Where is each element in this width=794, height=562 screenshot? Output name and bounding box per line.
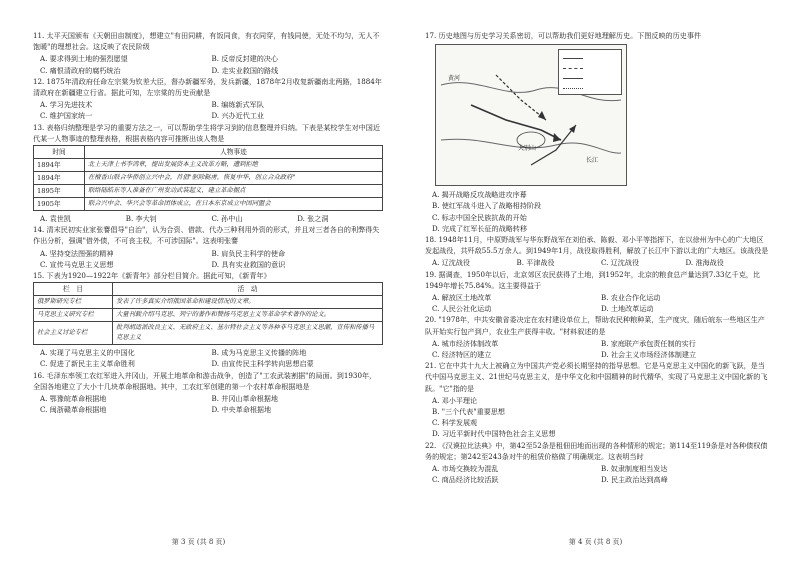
question-stem: 16. 毛泽东率领工农红军进入井冈山，开展土地革命和游击战争，创造了"工农武装割据"的局面。到1930年，全国各地建立了大小十几块革命根据地。其中，工农红军创建的第一个农村革命根据地是	[33, 370, 377, 391]
table-row	[34, 296, 383, 309]
march-route	[496, 75, 546, 120]
option-c: C. 标志中国全民族抗战的开始	[432, 212, 527, 222]
options	[33, 347, 383, 369]
option-c: C. 人民公社化运动	[432, 304, 492, 314]
table-cell: 俄罗斯研究专栏	[34, 296, 113, 309]
options	[33, 248, 383, 270]
map-label: 长江	[586, 157, 599, 165]
map-label: 黄河	[448, 75, 461, 83]
table-row	[34, 309, 383, 322]
table-header: 活 动	[113, 283, 383, 296]
question-stem: 15. 下表为1920—1922年《新青年》部分栏目简介。据此可知，《新青年》	[33, 271, 271, 281]
table-header: 栏 目	[34, 283, 113, 296]
question-stem: 19. 据调查，1950年以后，北京郊区农民获得了土地，到1952年，北京的粮食总产量达到7.33亿千克，比1949年增长75.84%。这主要得益于	[425, 269, 760, 290]
options	[33, 53, 383, 75]
option-c: C. 经济特区的建立	[432, 350, 492, 360]
table-row	[34, 198, 383, 211]
page-number: 第 3 页 (共 8 页)	[171, 538, 226, 546]
question-stem: 22. 《汉谟拉比法典》中，第42至52条是租佃田地而出现的各种情形的规定；第114至119条是对各种债权债务的规定；第242至243条对牛的租赁价格做了明确规定。这表明当时	[425, 440, 768, 461]
option-d: D. 由宣传民主科学转向思想启蒙	[211, 359, 314, 369]
table-cell: 1895年	[34, 185, 85, 198]
question-18	[425, 234, 770, 269]
option-a: A. 辽沈战役	[432, 258, 471, 268]
option-a: A. 邓小平理论	[432, 395, 478, 405]
table-cell: 联络陆皓东等人准备在广州发动武装起义，建立革命据点	[85, 185, 383, 198]
option-b: B. 井冈山革命根据地	[211, 394, 278, 404]
option-a: A. 学习先进技术	[40, 100, 93, 110]
option-c: C. 痛恨清政府的腐朽统治	[40, 65, 121, 75]
option-d: D. 兴办近代工业	[211, 111, 265, 121]
table-cell: 1894年	[34, 159, 85, 172]
option-a: A. 城市经济体制改革	[432, 338, 499, 348]
table-cell: 批判胡适派改良主义、无政府主义、基尔特社会主义等各种非马克思主义思潮，宣传和传播马克思主义	[113, 322, 383, 345]
option-b: B. 使红军战斗进入了战略相持阶段	[432, 201, 542, 211]
question-20	[425, 314, 770, 360]
options	[425, 338, 770, 360]
option-b: B. 家庭联产承包责任制的实行	[601, 338, 696, 348]
legend-line	[563, 78, 583, 79]
table-row	[34, 159, 383, 172]
table-cell: 马克思主义研究专栏	[34, 309, 113, 322]
option-a: A. 袁世凯	[40, 214, 71, 224]
table-header: 人物事迹	[85, 146, 383, 159]
option-a: A. 鄂豫皖革命根据地	[40, 394, 107, 404]
option-d: D. 走实业救国的路线	[211, 65, 279, 75]
option-a: A. 要求得到土地的强烈愿望	[40, 54, 128, 64]
arrow-head	[538, 111, 546, 120]
legend-line	[563, 58, 583, 59]
option-d: D. 中央革命根据地	[211, 405, 272, 415]
table-row	[34, 322, 383, 345]
option-c: C. 科学发展观	[432, 418, 478, 428]
march-route	[471, 105, 561, 140]
table-cell: 在檀香山联合华侨创立兴中会，首倡"驱除鞑虏，恢复中华，创立合众政府"	[85, 172, 383, 185]
table-cell: 大量刊载介绍马克思、列宁的著作和赞扬马克思主义等革命学术著作的论文。	[113, 309, 383, 322]
map-legend	[558, 49, 622, 95]
options	[425, 257, 770, 268]
option-b: B. 农业合作化运动	[601, 293, 661, 303]
option-c: C. 促进了新民主主义革命胜利	[40, 359, 135, 369]
map-label: 大别山	[518, 145, 537, 153]
option-b: B. 奴隶制度相当发达	[601, 464, 668, 474]
option-c: C. 孙中山	[211, 214, 243, 224]
table-row	[34, 185, 383, 198]
option-a: A. 实现了马克思主义的中国化	[40, 348, 135, 358]
table-row	[34, 172, 383, 185]
question-14	[33, 224, 383, 270]
legend-line	[563, 88, 583, 89]
q13-table	[33, 145, 383, 211]
table-header: 时间	[34, 146, 85, 159]
options	[33, 99, 383, 121]
option-d: D. 完成了红军长征的战略转移	[432, 223, 528, 233]
option-b: B. 李大钊	[125, 214, 157, 224]
question-22	[425, 440, 770, 486]
question-stem: 14. 清末民初实业家张謇倡导"自治"，认为合资、借款、代办三种利用外资的形式，并且对三者各自的利弊得失作出分析，强调"借外债，不可丧主权，不可涉国际"。这表明张謇	[33, 225, 380, 246]
march-route	[531, 125, 576, 165]
options	[425, 292, 770, 314]
option-a: A. 坚持变法图强的精神	[40, 248, 114, 258]
option-a: A. 揭开战略反攻战略进攻序幕	[432, 190, 527, 200]
option-b: B. 反帝反封建的决心	[211, 54, 278, 64]
question-stem: 12. 1875年清政府任命左宗棠为钦差大臣，督办新疆军务，发兵新疆，1878年2月收复新疆南北两路，1884年清政府在新疆建立行省。据此可知，左宗棠的历史贡献是	[33, 76, 382, 98]
table-cell: 1905年	[34, 198, 85, 211]
q15-table	[33, 282, 383, 345]
option-d: D. 土地改革运动	[601, 304, 654, 314]
option-c: C. 商品经济比较活跃	[432, 475, 499, 485]
option-d: D. 社会主义市场经济体制建立	[601, 350, 697, 360]
arrow-head	[553, 133, 561, 142]
question-13	[33, 122, 383, 225]
option-b: B. 编练新式军队	[211, 100, 264, 110]
history-map	[435, 44, 627, 186]
question-stem: 11. 太平天国颁布《天朝田亩制度》，想建立"有田同耕，有饭同食，有衣同穿，有钱同使，无处不均匀，无人不饱暖"的理想社会。这反映了农民阶级	[33, 31, 380, 52]
question-16	[33, 370, 383, 416]
options	[33, 213, 383, 224]
option-a: A. 市场交换较为混乱	[432, 464, 499, 474]
table-cell: 社会主义讨论专栏	[34, 322, 113, 345]
option-c: C. 宣传马克思主义思想	[40, 259, 114, 269]
options	[33, 393, 383, 415]
option-d: D. 淮海战役	[685, 258, 724, 268]
option-d: D. 张之洞	[297, 214, 329, 224]
page-number: 第 4 页 (共 8 页)	[568, 538, 623, 546]
question-19	[425, 269, 770, 315]
option-b: B. 平津战役	[516, 258, 555, 268]
option-d: D. 具有实业救国的意识	[211, 259, 286, 269]
option-d: D. 民主政治达到高峰	[601, 475, 668, 485]
table-cell: 联合兴中会、华兴会等革命团体成立，在日本东京成立中国同盟会	[85, 198, 383, 211]
options	[425, 189, 770, 234]
options	[425, 463, 770, 485]
option-d: D. 习近平新时代中国特色社会主义思想	[432, 429, 556, 439]
legend-line	[563, 68, 583, 69]
option-c: C. 闽浙赣革命根据地	[40, 405, 107, 415]
option-c: C. 维护国家统一	[40, 111, 93, 121]
option-b: B. 成为马克思主义传播的阵地	[211, 348, 307, 358]
option-a: A. 解放区土地改革	[432, 293, 492, 303]
question-stem: 20. "1978年，中共安徽省委决定在农村建设单位上，帮助农民种粮种菜，生产度灾，随后皖东一些地区生产队开始实行包产到户，农业生产获得丰收。"材料叙述的是	[425, 315, 765, 336]
option-b: B. "三个代表"重要思想	[432, 407, 505, 417]
question-stem: 13. 表格归纳整理是学习的重要方法之一，可以帮助学生将学习到的信息整理并归纳。下表是某校学生对中国近代某一人物事迹的整理表格，根据表格内容可推断出该人物是	[33, 122, 380, 143]
table-cell: 1894年	[34, 172, 85, 185]
option-b: B. 肩负民主科学的使命	[211, 248, 286, 258]
question-stem: 21. 它在中共十九大上被确立为中国共产党必须长期坚持的指导思想。它是马克思主义中国化的新飞跃，是当代中国马克思主义、21世纪马克思主义，是中华文化和中国精神的时代精华，实现了马克思主义中国化新的飞跃。"它"指的是	[425, 361, 768, 393]
question-17	[425, 30, 770, 234]
table-cell: 发表了许多真实介绍俄国革命和建设情况的文章。	[113, 296, 383, 309]
question-stem: 17. 历史地图与历史学习关系密切，可以帮助我们更好地理解历史。下图反映的历史事件	[425, 31, 702, 40]
option-c: C. 辽沈战役	[601, 258, 640, 268]
question-11	[33, 30, 383, 76]
question-15	[33, 270, 383, 370]
table-cell: 北上天津上书李鸿章，提出发展资本主义改革方略，遭到拒绝	[85, 159, 383, 172]
right-page	[397, 0, 794, 562]
question-12	[33, 76, 383, 122]
options	[425, 395, 770, 440]
question-21	[425, 360, 770, 439]
question-stem: 18. 1948年11月，中原野战军与华东野战军在刘伯承、陈毅、邓小平等指挥下，在以徐州为中心的广大地区发起战役，共歼敌55.5万余人。到1949年1月，战役取得胜利，解放了长江中下游以北的广大地区。该战役是	[425, 235, 769, 256]
